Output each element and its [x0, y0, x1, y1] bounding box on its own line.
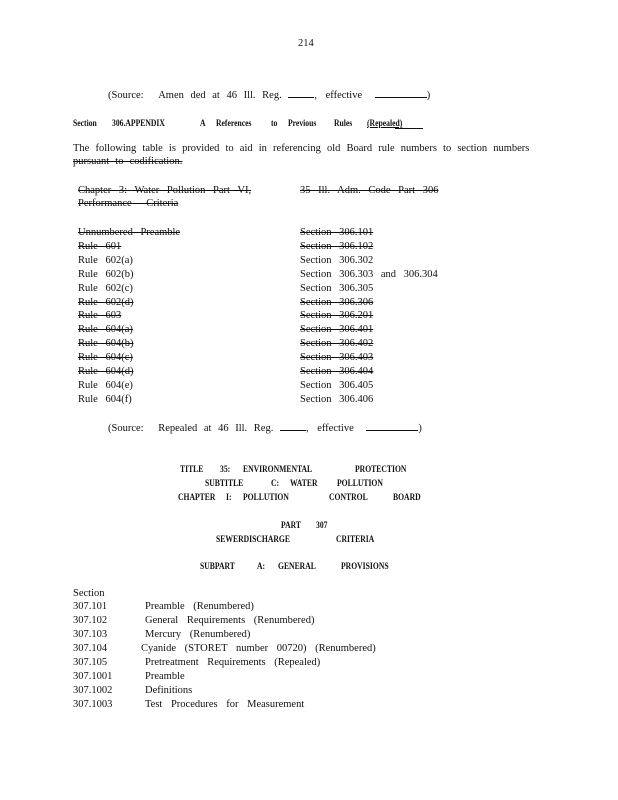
table-cell-new-section: Section 306.101 [300, 227, 374, 238]
title-number: 35: [220, 464, 231, 474]
table-cell-old-rule: Rule 604(c) [78, 352, 133, 364]
blank-line [375, 88, 427, 98]
subtitle-pollution: POLLUTION [337, 478, 383, 488]
subpart-general: GENERAL [278, 561, 316, 571]
title-environmental: ENVIRONMENTAL [243, 464, 313, 474]
toc-item-title: Pretreatment Requirements (Repealed) [145, 657, 321, 668]
subtitle-word: SUBTITLE [205, 478, 244, 488]
comma: , [305, 423, 309, 434]
part-number: 307 [316, 520, 328, 530]
source-note-amended [108, 88, 430, 101]
table-cell-old-rule: Rule 604(a) [78, 324, 133, 336]
chapter-number: I: [226, 492, 232, 502]
subtitle-water: WATER [290, 478, 318, 488]
part-word: PART [281, 520, 301, 530]
table-cell-new-section: Section 306.102 [300, 240, 374, 252]
blank-line [366, 421, 418, 431]
table-cell-old-rule: Rule 602(b) [78, 268, 134, 280]
blank-line [280, 421, 306, 431]
toc-item-number: 307.1003 [73, 699, 113, 710]
table-cell-new-section: Section 306.305 [300, 282, 374, 294]
table-col2-header: 35 Ill. Adm. Code Part 306 [300, 185, 439, 196]
table-cell-new-section: Section 306.406 [300, 393, 374, 405]
table-cell-new-section: Section 306.402 [300, 338, 374, 350]
table-cell-new-section: Section 306.404 [300, 366, 374, 377]
heading-underline [395, 128, 423, 129]
title-word: TITLE [180, 464, 204, 474]
source-prefix: (Source: [108, 423, 144, 434]
table-cell-old-rule: Rule 604(d) [78, 366, 134, 377]
chapter-pollution: POLLUTION [243, 492, 289, 502]
comma: , [314, 90, 317, 101]
toc-item-number: 307.1001 [73, 671, 113, 682]
toc-item-title: Test Procedures for Measurement [145, 699, 305, 710]
chapter-control: CONTROL [329, 492, 368, 502]
table-cell-old-rule: Rule 602(a) [78, 254, 133, 266]
toc-item-number: 307.103 [73, 629, 108, 640]
effective-label: effective [317, 423, 354, 434]
references-word: References [216, 118, 252, 128]
rules-word: Rules [334, 118, 353, 128]
to-word: to [271, 118, 278, 128]
toc-item-number: 307.102 [73, 615, 108, 626]
table-cell-old-rule: Rule 601 [78, 240, 122, 252]
toc-item-title: Preamble (Renumbered) [145, 601, 254, 612]
section-number: 306.APPENDIX [112, 118, 165, 128]
toc-item-title: Cyanide (STORET number 00720) (Renumbered) [141, 643, 376, 654]
table-col1-header-line2: Performance Criteria [78, 198, 179, 209]
table-cell-new-section: Section 306.306 [300, 296, 374, 308]
table-cell-old-rule: Rule 602(d) [78, 296, 134, 308]
table-cell-old-rule: Rule 604(e) [78, 379, 133, 391]
table-cell-new-section: Section 306.302 [300, 254, 374, 266]
table-cell-new-section: Section 306.403 [300, 352, 374, 364]
blank-line [288, 88, 314, 98]
table-col1-header-line1: Chapter 3: Water Pollution Part VI, [78, 185, 252, 196]
previous-word: Previous [288, 118, 317, 128]
toc-item-number: 307.105 [73, 657, 108, 668]
source-text: Amen ded at 46 Ill. Reg. [158, 90, 282, 101]
part-title-criteria: CRITERIA [336, 534, 375, 544]
toc-item-title: Mercury (Renumbered) [145, 629, 251, 640]
table-cell-old-rule: Rule 604(f) [78, 393, 132, 405]
table-cell-old-rule: Rule 604(b) [78, 338, 134, 350]
table-cell-new-section: Section 306.303 and 306.304 [300, 268, 438, 280]
intro-line-1: The following table is provided to aid in referencing old Board rule numbers to section numbers [73, 143, 530, 154]
table-cell-old-rule: Rule 602(c) [78, 282, 133, 294]
toc-item-title: Preamble [145, 671, 185, 682]
source-note-repealed [108, 421, 422, 434]
intro-line-2: pursuant to codification. [73, 156, 183, 167]
subpart-letter: A: [257, 561, 266, 571]
subpart-provisions: PROVISIONS [341, 561, 389, 571]
close-paren: ) [418, 423, 422, 434]
chapter-board: BOARD [393, 492, 421, 502]
repealed-word: (Repealed) [367, 118, 403, 128]
chapter-word: CHAPTER [178, 492, 216, 502]
source-prefix: (Source: [108, 90, 144, 101]
toc-item-number: 307.101 [73, 601, 108, 612]
part-title-sewer: SEWERDISCHARGE [216, 534, 290, 544]
toc-item-title: General Requirements (Renumbered) [145, 615, 315, 626]
toc-section-label: Section [73, 588, 105, 599]
table-cell-new-section: Section 306.405 [300, 379, 374, 391]
effective-label: effective [325, 90, 363, 101]
section-label: Section [73, 118, 97, 128]
page-number: 214 [298, 38, 314, 49]
subtitle-letter: C: [271, 478, 280, 488]
source-text: Repealed at 46 Ill. Reg. [158, 423, 274, 434]
close-paren: ) [426, 90, 431, 101]
table-cell-new-section: Section 306.201 [300, 310, 374, 322]
table-cell-old-rule: Rule 603 [78, 310, 122, 322]
toc-item-title: Definitions [145, 685, 193, 696]
subpart-word: SUBPART [200, 561, 235, 571]
toc-item-number: 307.104 [73, 643, 108, 654]
toc-item-number: 307.1002 [73, 685, 113, 696]
appendix-letter: A [200, 118, 206, 128]
title-protection: PROTECTION [355, 464, 407, 474]
table-cell-old-rule: Unnumbered Preamble [78, 227, 181, 238]
table-cell-new-section: Section 306.401 [300, 324, 374, 336]
